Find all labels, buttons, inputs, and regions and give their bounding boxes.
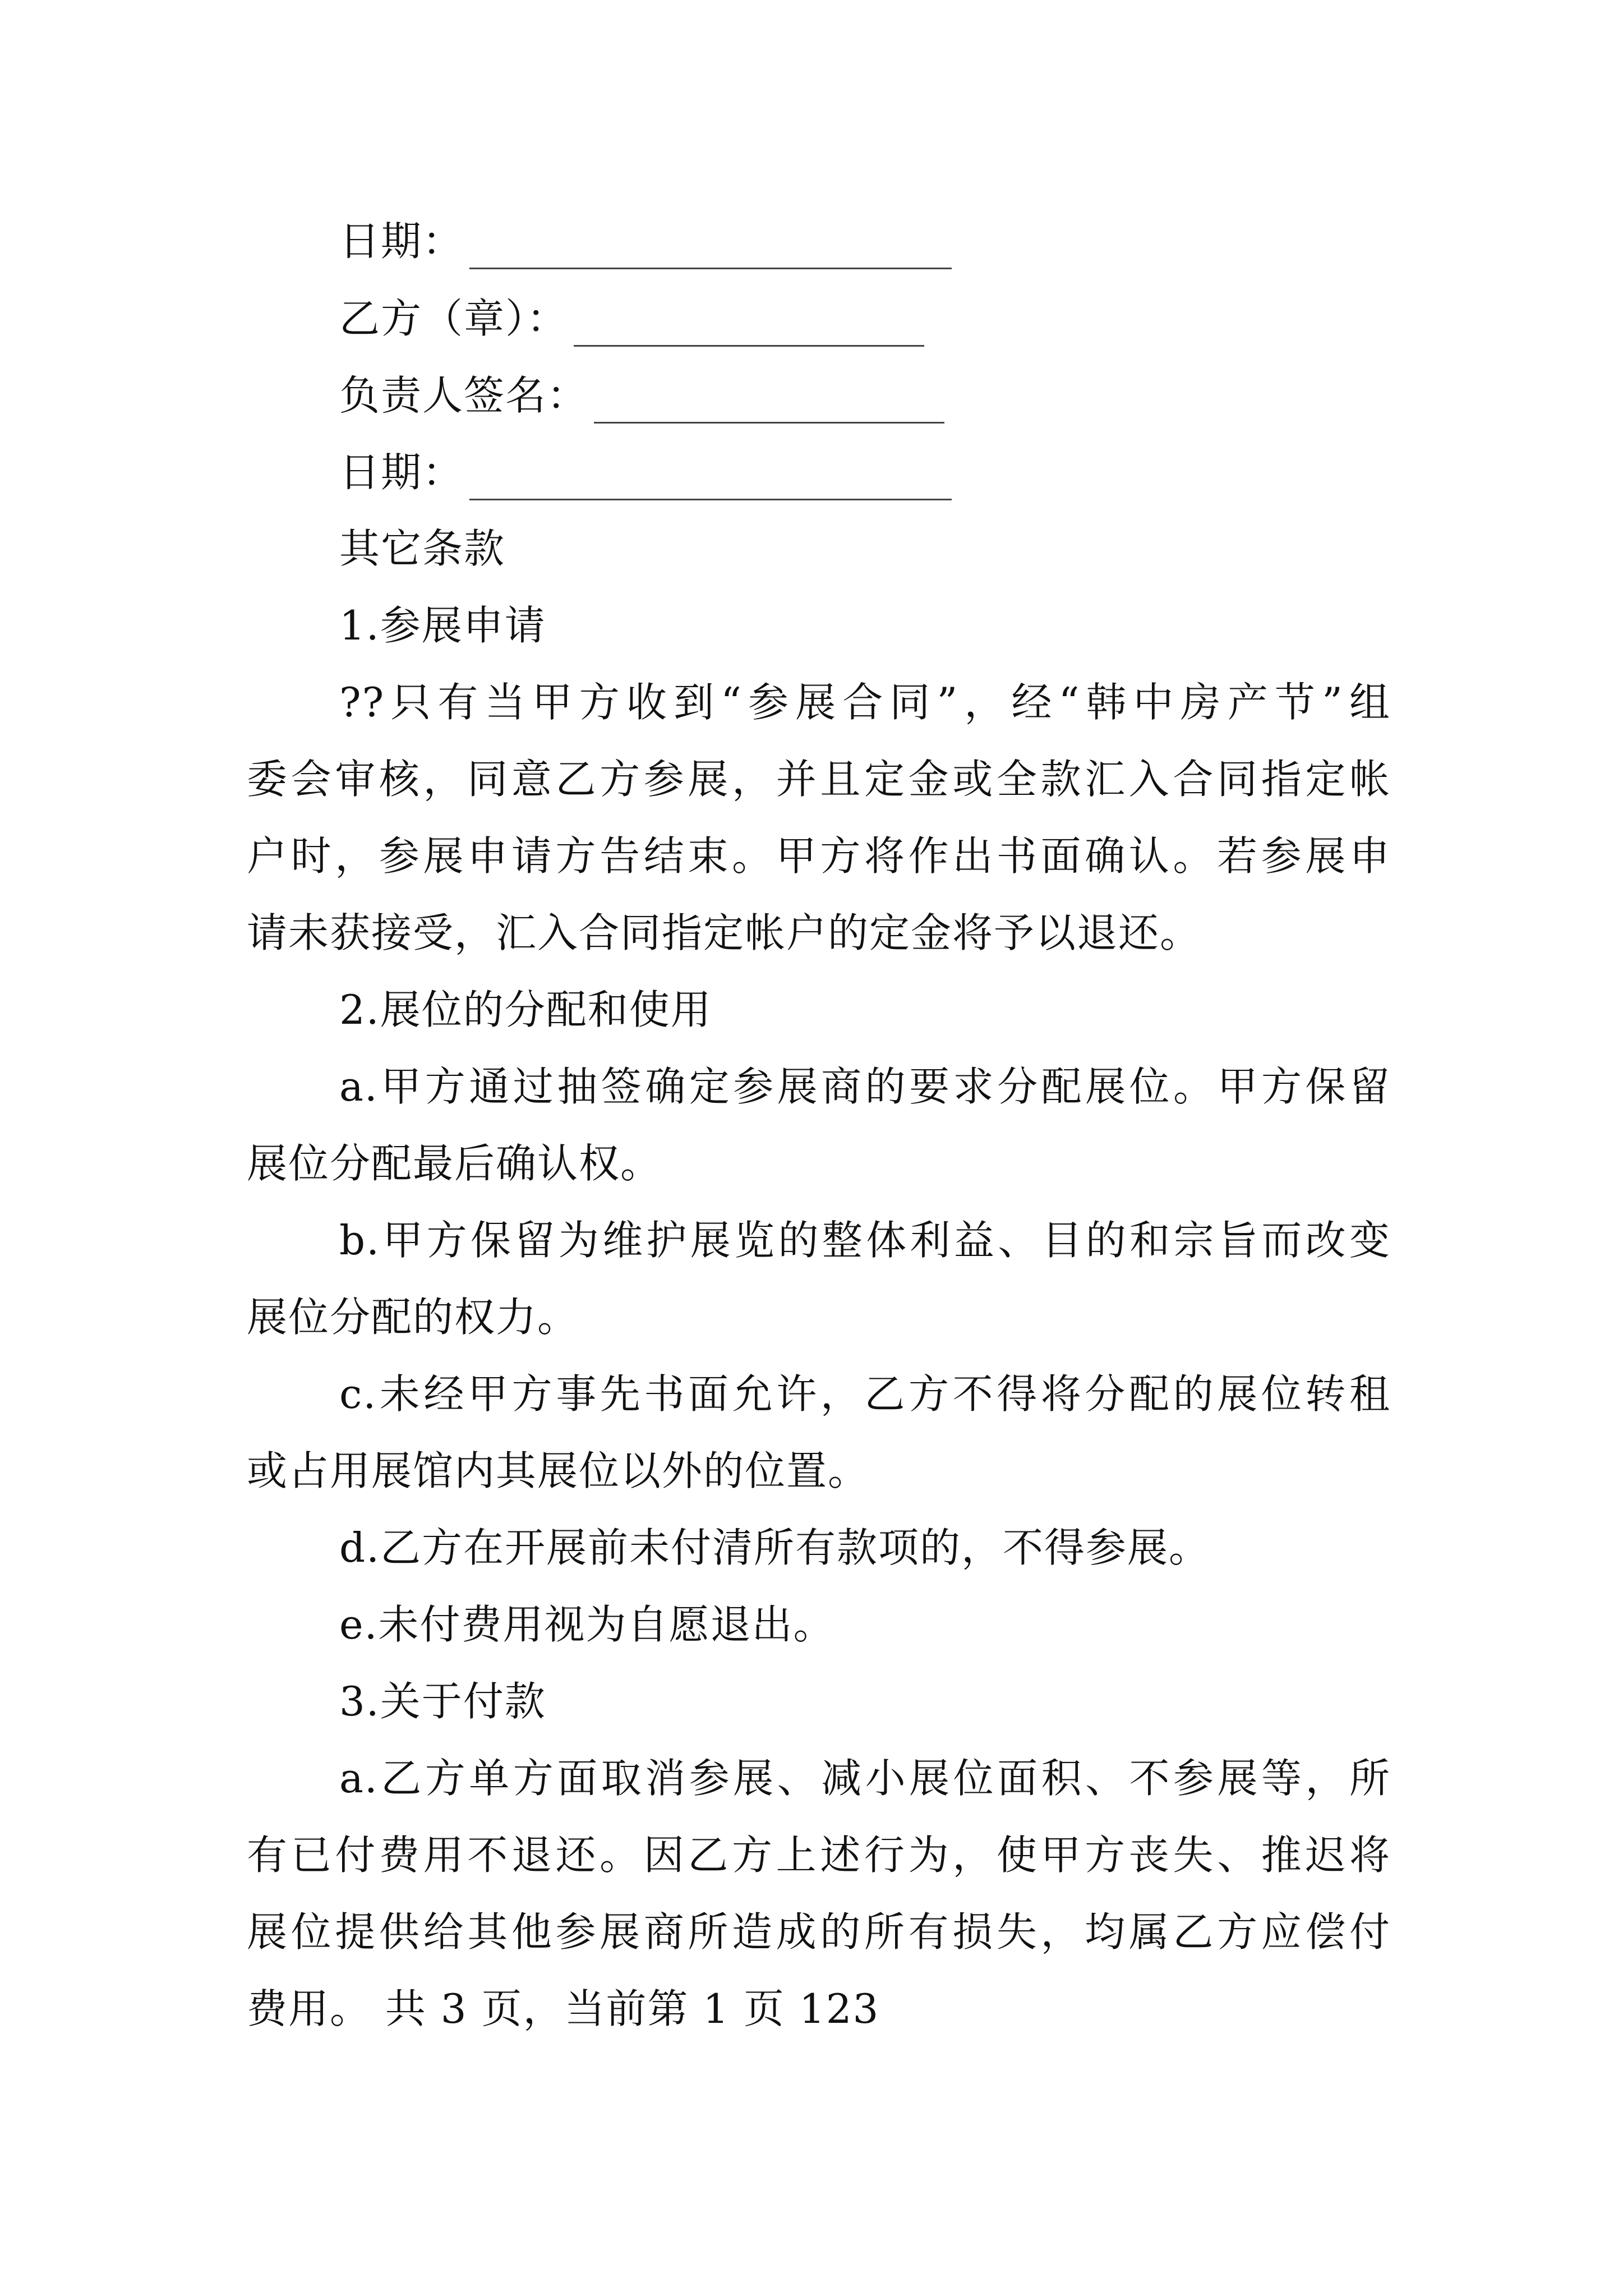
date-blank-2 (469, 459, 952, 500)
s1-line-2: 委会审核，同意乙方参展，并且定金或全款汇入合同指定帐 (247, 756, 1391, 803)
s2-c-line-1: c.未经甲方事先书面允许，乙方不得将分配的展位转租 (339, 1370, 1391, 1418)
section-1-title: 1.参展申请 (339, 602, 546, 649)
signer-label: 负责人签名： (339, 372, 589, 419)
party-b-label: 乙方（章）： (339, 295, 569, 342)
date-field-1 (339, 213, 952, 269)
section-2-title: 2.展位的分配和使用 (339, 986, 712, 1033)
date-label-1: 日期： (339, 218, 464, 265)
signer-blank (594, 383, 944, 424)
s2-d-line: d.乙方在开展前未付清所有款项的，不得参展。 (339, 1524, 1210, 1571)
s2-b-line-2: 展位分配的权力。 (247, 1294, 579, 1341)
s1-line-4: 请未获接受，汇入合同指定帐户的定金将予以退还。 (247, 909, 1202, 956)
s2-e-line: e.未付费用视为自愿退出。 (339, 1601, 835, 1648)
s2-b-line-1: b.甲方保留为维护展览的整体利益、目的和宗旨而改变 (339, 1217, 1391, 1264)
s1-line-1: ??只有当甲方收到“参展合同”，经“韩中房产节”组 (339, 679, 1391, 726)
signer-field (339, 367, 944, 424)
s3-a-line-1: a.乙方单方面取消参展、减小展位面积、不参展等，所 (339, 1755, 1391, 1802)
date-label-2: 日期： (339, 449, 464, 496)
s2-a-line-1: a.甲方通过抽签确定参展商的要求分配展位。甲方保留 (339, 1063, 1391, 1110)
party-b-blank (574, 306, 924, 347)
s3-a-line-2: 有已付费用不退还。因乙方上述行为，使甲方丧失、推迟将 (247, 1832, 1391, 1879)
date-field-2 (339, 444, 952, 500)
s2-c-line-2: 或占用展馆内其展位以外的位置。 (247, 1447, 870, 1494)
other-terms-heading: 其它条款 (339, 525, 506, 572)
section-3-title: 3.关于付款 (339, 1678, 546, 1725)
s3-a-line-4: 费用。 共 3 页，当前第 1 页 123 (247, 1985, 880, 2032)
s3-a-line-3: 展位提供给其他参展商所造成的所有损失，均属乙方应偿付 (247, 1908, 1391, 1955)
date-blank-1 (469, 228, 952, 269)
party-b-seal-field (339, 291, 924, 347)
s2-a-line-2: 展位分配最后确认权。 (247, 1140, 662, 1187)
s1-line-3: 户时，参展申请方告结束。甲方将作出书面确认。若参展申 (247, 832, 1391, 880)
